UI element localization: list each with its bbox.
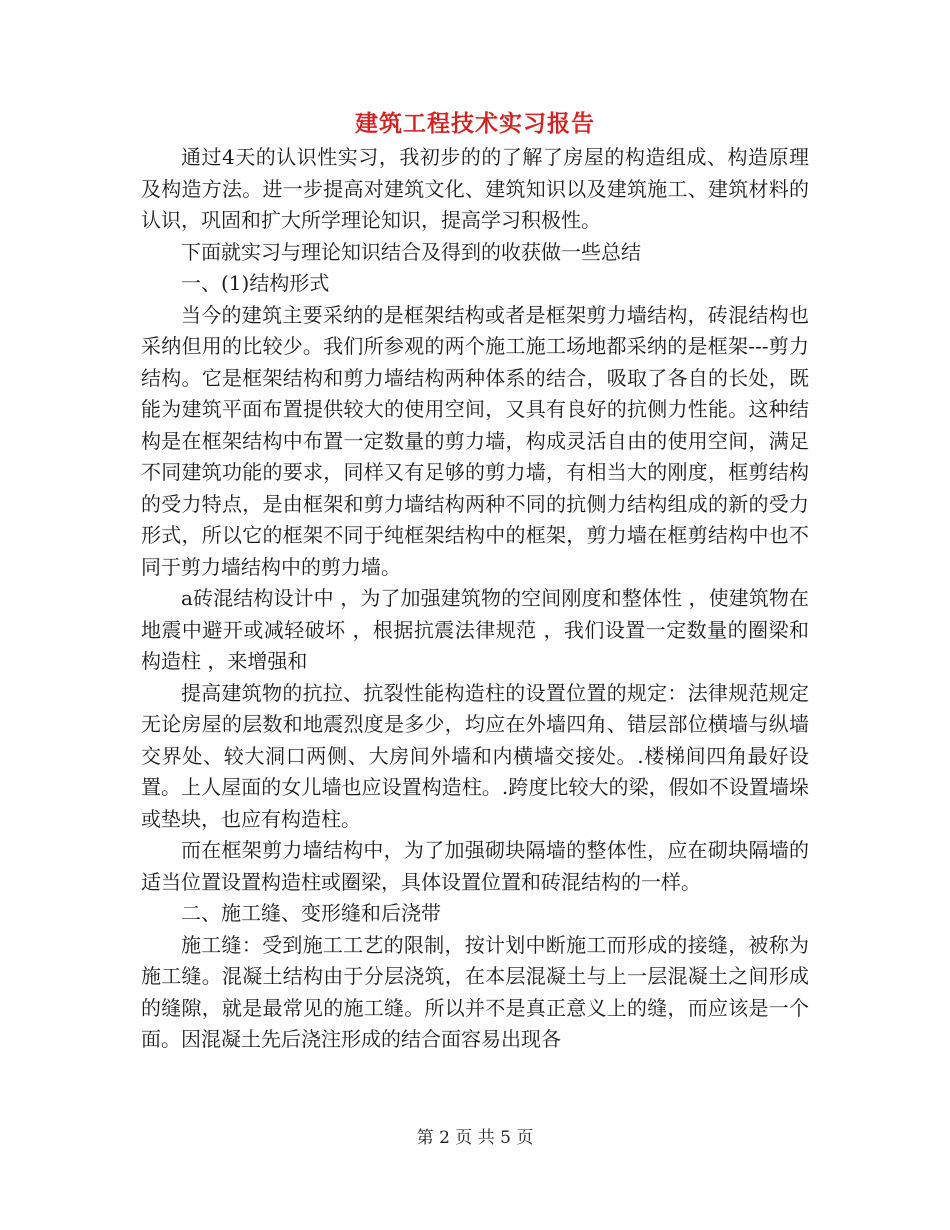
section-heading-structure: 一、(1)结构形式 [181, 271, 330, 295]
document-title: 建筑工程技术实习报告 [355, 111, 595, 137]
paragraph-summary-lead: 下面就实习与理论知识结合及得到的收获做一些总结 [181, 239, 641, 264]
paragraph-block-partition: 而在框架剪力墙结构中，为了加强砌块隔墙的整体性，应在砌块隔墙的适当位置设置构造柱或圈梁，具体设置位置和砖混结构的一样。 [141, 838, 809, 894]
page-footer: 第 2 页 共 5 页 [416, 1128, 534, 1148]
paragraph-brick-concrete: a砖混结构设计中 ，为了加强建筑物的空间刚度和整体性 ，使建筑物在地震中避开或减轻破坏 ，根据抗震法律规范 ，我们设置一定数量的圈梁和构造柱 ，来增强和 [141, 586, 809, 673]
paragraph-frame-shear-wall: 当今的建筑主要采纳的是框架结构或者是框架剪力墙结构，砖混结构也采纳但用的比较少。我们所参观的两个施工施工场地都采纳的是框架---剪力结构。它是框架结构和剪力墙结构两种体系的结合，吸取了各自的长处，既能为建筑平面布置提供较大的使用空间，又具有良好的抗侧力性能。这种结构是在框架结构中布置一定数量的剪力墙，构成灵活自由的使用空间，满足不同建筑功能的要求，同样又有足够的剪力墙，有相当大的刚度，框剪结构的受力特点，是由框架和剪力墙结构两种不同的抗侧力结构组成的新的受力形式，所以它的框架不同于纯框架结构中的框架，剪力墙在框剪结构中也不同于剪力墙结构中的剪力墙。 [141, 302, 809, 579]
paragraph-construction-joint: 施工缝：受到施工工艺的限制，按计划中断施工而形成的接缝，被称为施工缝。混凝土结构由于分层浇筑，在本层混凝土与上一层混凝土之间形成的缝隙，就是最常见的施工缝。所以并不是真正意义上的缝，而应该是一个面。因混凝土先后浇注形成的结合面容易出现各 [141, 932, 809, 1051]
paragraph-constructional-column: 提高建筑物的抗拉、抗裂性能构造柱的设置位置的规定：法律规范规定无论房屋的层数和地震烈度是多少，均应在外墙四角、错层部位横墙与纵墙交界处、较大洞口两侧、大房间外墙和内横墙交接处。.楼梯间四角最好设置。上人屋面的女儿墙也应设置构造柱。.跨度比较大的梁，假如不设置墙垛或垫块，也应有构造柱。 [141, 680, 809, 831]
section-heading-joints: 二、施工缝、变形缝和后浇带 [181, 901, 441, 925]
document-body [141, 142, 809, 1056]
paragraph-intro: 通过4天的认识性实习，我初步的的了解了房屋的构造组成、构造原理及构造方法。进一步提高对建筑文化、建筑知识以及建筑施工、建筑材料的认识，巩固和扩大所学理论知识，提高学习积极性。 [141, 145, 809, 232]
